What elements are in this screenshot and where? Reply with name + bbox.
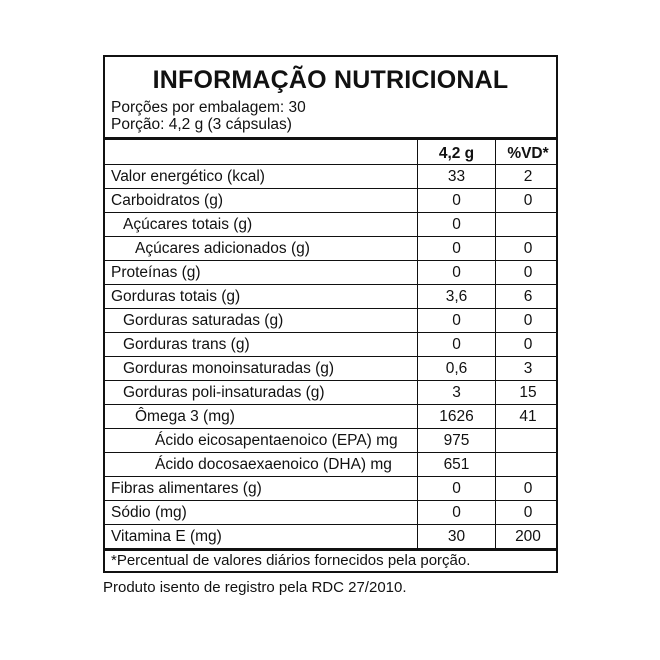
table-row	[105, 189, 556, 213]
serving-info	[111, 99, 306, 133]
nutrient-name: Gorduras poli-insaturadas (g)	[123, 384, 325, 401]
nutrient-daily-value: 0	[523, 312, 533, 329]
nutrient-daily-value: 0	[523, 480, 533, 497]
nutrient-portion-value: 0	[452, 504, 461, 521]
nutrient-daily-value: 0	[523, 336, 533, 353]
nutrient-daily-value: 0	[523, 504, 533, 521]
table-row	[105, 477, 556, 501]
nutrient-daily-value: 0	[523, 192, 533, 209]
nutrient-name: Sódio (mg)	[111, 504, 187, 521]
label-title: INFORMAÇÃO NUTRICIONAL	[152, 66, 509, 94]
nutrient-name: Proteínas (g)	[111, 264, 201, 281]
table-row	[105, 501, 556, 525]
nutrient-daily-value: 6	[523, 288, 533, 305]
nutrient-name: Açúcares adicionados (g)	[135, 240, 310, 257]
nutrient-portion-value: 651	[443, 456, 470, 473]
header-divider	[105, 137, 556, 140]
column-header-daily-value: %VD*	[507, 145, 549, 162]
column-header-portion: 4,2 g	[438, 145, 475, 162]
table-row	[105, 165, 556, 189]
footnote: *Percentual de valores diários fornecidos pela porção.	[111, 552, 471, 569]
table-row	[105, 429, 556, 453]
nutrient-name: Ácido docosaexaenoico (DHA) mg	[155, 456, 392, 473]
table-row	[105, 453, 556, 477]
column-divider-right	[495, 140, 496, 548]
nutrient-portion-value: 0,6	[445, 360, 468, 377]
nutrient-portion-value: 0	[452, 216, 461, 233]
nutrient-portion-value: 0	[452, 192, 461, 209]
table-row	[105, 405, 556, 429]
table-row	[105, 213, 556, 237]
table-row	[105, 381, 556, 405]
table-row	[105, 237, 556, 261]
table-row	[105, 261, 556, 285]
nutrient-name: Ácido eicosapentaenoico (EPA) mg	[155, 432, 398, 449]
table-row	[105, 525, 556, 549]
nutrient-daily-value: 0	[523, 264, 533, 281]
nutrient-portion-value: 0	[452, 336, 461, 353]
nutrient-portion-value: 3	[452, 384, 461, 401]
table-row	[105, 333, 556, 357]
nutrient-daily-value: 0	[523, 240, 533, 257]
table-row	[105, 357, 556, 381]
serving-size: Porção: 4,2 g (3 cápsulas)	[111, 116, 292, 133]
nutrient-portion-value: 0	[452, 480, 461, 497]
nutrient-name: Valor energético (kcal)	[111, 168, 265, 185]
nutrient-daily-value: 2	[523, 168, 533, 185]
nutrient-name: Gorduras monoinsaturadas (g)	[123, 360, 335, 377]
nutrient-portion-value: 0	[452, 264, 461, 281]
nutrient-daily-value: 41	[519, 408, 537, 425]
nutrient-name: Carboidratos (g)	[111, 192, 223, 209]
nutrient-name: Gorduras trans (g)	[123, 336, 250, 353]
nutrient-portion-value: 3,6	[445, 288, 468, 305]
table-row	[105, 309, 556, 333]
nutrient-daily-value: 15	[519, 384, 537, 401]
nutrient-portion-value: 33	[447, 168, 466, 185]
nutrient-name: Ômega 3 (mg)	[135, 408, 235, 425]
nutrient-name: Vitamina E (mg)	[111, 528, 222, 545]
nutrient-daily-value: 3	[523, 360, 533, 377]
nutrient-name: Gorduras totais (g)	[111, 288, 241, 305]
nutrient-portion-value: 975	[443, 432, 470, 449]
nutrient-name: Gorduras saturadas (g)	[123, 312, 284, 329]
servings-per-package: Porções por embalagem: 30	[111, 99, 306, 116]
registration-disclaimer: Produto isento de registro pela RDC 27/2010.	[103, 579, 407, 596]
nutrient-portion-value: 30	[447, 528, 466, 545]
nutrition-facts-label	[103, 55, 558, 573]
nutrient-portion-value: 0	[452, 240, 461, 257]
column-divider-left	[417, 140, 418, 548]
nutrient-daily-value: 200	[515, 528, 541, 545]
nutrient-portion-value: 1626	[439, 408, 474, 425]
nutrient-portion-value: 0	[452, 312, 461, 329]
nutrient-name: Fibras alimentares (g)	[111, 480, 262, 497]
table-row	[105, 285, 556, 309]
nutrient-name: Açúcares totais (g)	[123, 216, 253, 233]
